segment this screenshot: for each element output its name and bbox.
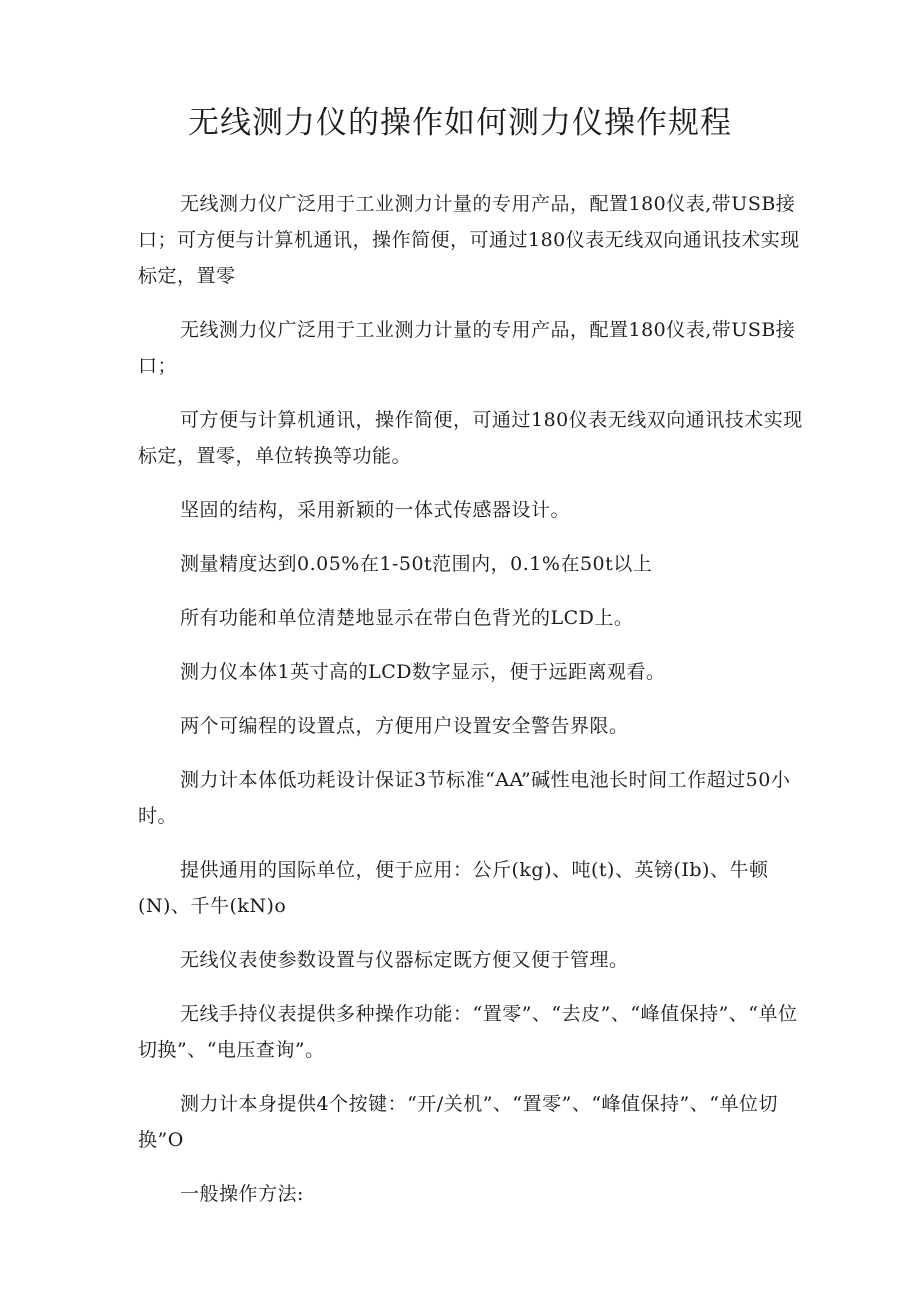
paragraph-wireless-management: 无线仪表使参数设置与仪器标定既方便又便于管理。 — [180, 949, 629, 971]
paragraph-lcd-display: 测力仪本体1英寸高的LCD数字显示，便于远距离观看。 — [180, 661, 666, 683]
document-title: 无线测力仪的操作如何测力仪操作规程 — [188, 105, 732, 141]
paragraph-communication: 可方便与计算机通讯，操作简便，可通过180仪表无线双向通讯技术实现标定，置零，单位转换等功能。 — [138, 409, 803, 467]
paragraph-battery: 测力计本体低功耗设计保证3节标准“AA”碱性电池长时间工作超过50小时。 — [138, 769, 791, 827]
paragraph-handheld-functions: 无线手持仪表提供多种操作功能：“置零”、“去皮”、“峰值保持”、“单位切换”、“电压查询”。 — [138, 1003, 798, 1061]
paragraph-buttons: 测力计本身提供4个按键：“开/关机”、“置零”、“峰值保持”、“单位切换”O — [138, 1093, 778, 1151]
paragraph-structure: 坚固的结构，采用新颖的一体式传感器设计。 — [180, 499, 571, 521]
paragraph-setpoints: 两个可编程的设置点，方便用户设置安全警告界限。 — [180, 715, 629, 737]
paragraph-units: 提供通用的国际单位，便于应用：公斤(kg)、吨(t)、英镑(Ib)、牛顿(N)、千牛(kN)o — [138, 859, 769, 917]
paragraph-intro-product: 无线测力仪广泛用于工业测力计量的专用产品，配置180仪表,带USB接口； — [138, 319, 796, 377]
paragraph-lcd-backlight: 所有功能和单位清楚地显示在带白色背光的LCD上。 — [180, 607, 634, 629]
paragraph-accuracy: 测量精度达到0.05%在1-50t范围内，0.1%在50t以上 — [180, 553, 653, 575]
paragraph-operation-heading: 一般操作方法: — [180, 1183, 304, 1205]
paragraph-intro-full: 无线测力仪广泛用于工业测力计量的专用产品，配置180仪表,带USB接口；可方便与计算机通讯，操作简便，可通过180仪表无线双向通讯技术实现标定，置零 — [138, 193, 800, 287]
